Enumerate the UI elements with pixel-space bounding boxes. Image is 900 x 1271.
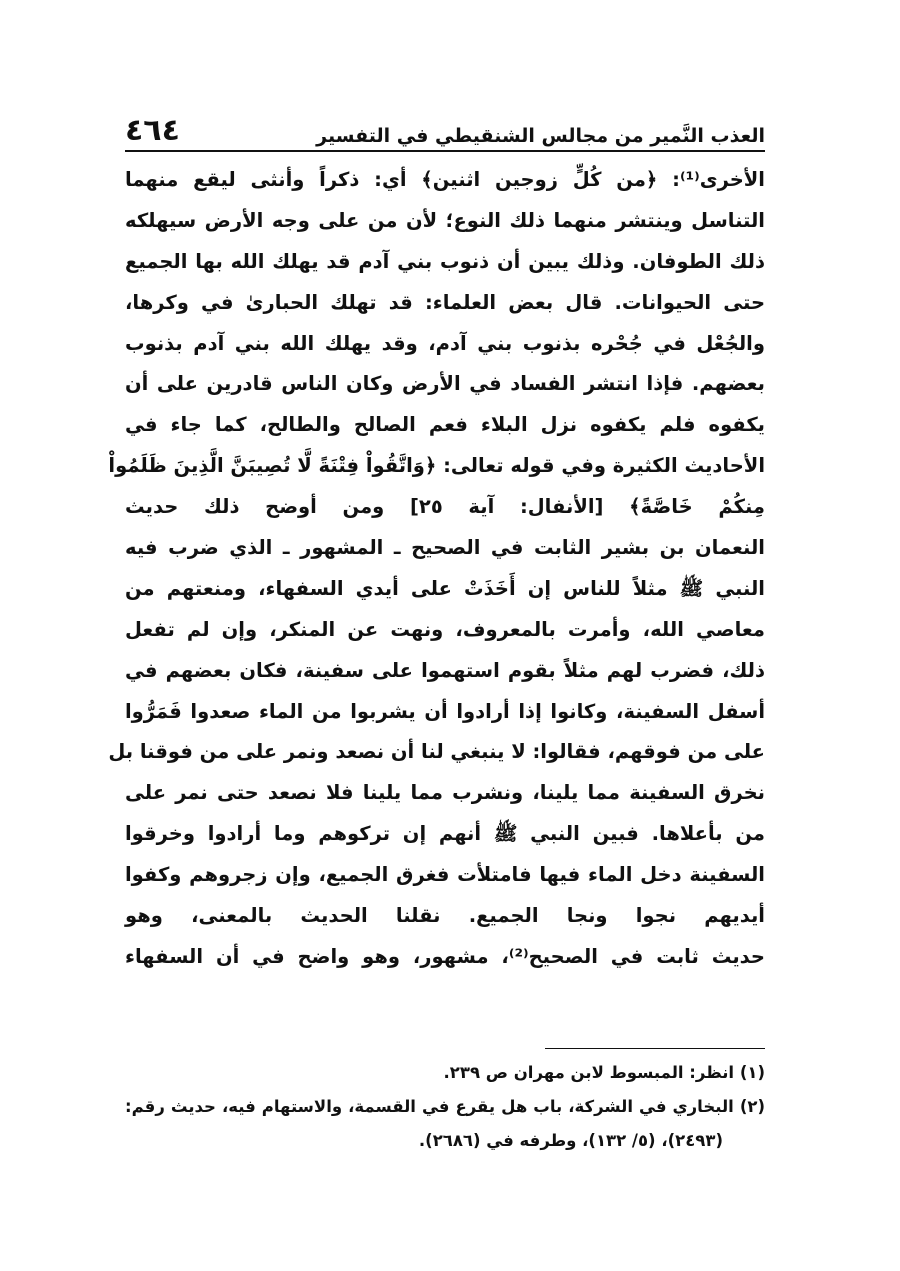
text-line: الأخرى⁽¹⁾: ﴿من كُلٍّ زوجين اثنين﴾ أي: ذكراً وأنثى ليقع منهما bbox=[125, 168, 765, 191]
text-line: على من فوقهم، فقالوا: لا ينبغي لنا أن نصعد ونمر على من فوقنا بل bbox=[108, 740, 765, 764]
text-line: نخرق السفينة مما يلينا، ونشرب مما يلينا فلا نصعد حتى نمر على bbox=[125, 781, 765, 805]
text-line: والجُعْل في جُحْره بذنوب بني آدم، وقد يهلك الله بني آدم بذنوب bbox=[125, 331, 765, 355]
page-header bbox=[125, 100, 765, 152]
text-line: أسفل السفينة، وكانوا إذا أرادوا أن يشربوا من الماء صعدوا فَمَرُّوا bbox=[125, 699, 765, 723]
text-line: معاصي الله، وأمرت بالمعروف، ونهت عن المنكر، وإن لم تفعل bbox=[125, 617, 765, 641]
text-line: التناسل وينتشر منهما ذلك النوع؛ لأن من على وجه الأرض سيهلكه bbox=[125, 208, 765, 232]
text-line: حديث ثابت في الصحيح⁽²⁾، مشهور، وهو واضح في أن السفهاء bbox=[125, 944, 765, 968]
text-line: ذلك، فضرب لهم مثلاً بقوم استهموا على سفينة، فكان بعضهم في bbox=[125, 658, 765, 682]
text-line: الأحاديث الكثيرة وفي قوله تعالى: ﴿وَاتَّقُواْ فِتْنَةً لَّا تُصِيبَنَّ الَّذِينَ ظَلَمُواْ bbox=[108, 454, 765, 478]
body-text bbox=[108, 160, 766, 978]
page-number: ٤٦٤ bbox=[125, 113, 180, 148]
running-title: العذب النَّمير من مجالس الشنقيطي في التفسير bbox=[316, 125, 765, 147]
footnote-1: (١) انظر: المبسوط لابن مهران ص ٢٣٩. bbox=[443, 1063, 765, 1082]
text-line: بعضهم. فإذا انتشر الفساد في الأرض وكان الناس قادرين على أن bbox=[125, 372, 765, 396]
text-line: ذلك الطوفان. وذلك يبين أن ذنوب بني آدم قد يهلك الله بها الجميع bbox=[125, 249, 765, 273]
text-line: مِنكُمْ خَاصَّةً﴾ [الأنفال: آية ٢٥] ومن أوضح ذلك حديث bbox=[125, 495, 766, 519]
footnote-separator bbox=[545, 1048, 765, 1049]
text-line: أيديهم نجوا ونجا الجميع. نقلنا الحديث بالمعنى، وهو bbox=[125, 904, 765, 928]
text-line: النعمان بن بشير الثابت في الصحيح ـ المشهور ـ الذي ضرب فيه bbox=[125, 536, 765, 560]
text-line: السفينة دخل الماء فيها فامتلأت فغرق الجميع، وإن زجروهم وكفوا bbox=[125, 863, 765, 887]
text-line: حتى الحيوانات. قال بعض العلماء: قد تهلك الحبارىٰ في وكرها، bbox=[125, 290, 765, 314]
text-line: يكفوه فلم يكفوه نزل البلاء فعم الصالح والطالح، كما جاء في bbox=[125, 413, 765, 437]
text-line: النبي ﷺ مثلاً للناس إن أَخَذَتْ على أيدي السفهاء، ومنعتهم من bbox=[125, 576, 765, 600]
footnote-2: (٢) البخاري في الشركة، باب هل يقرع في القسمة، والاستهام فيه، حديث رقم: bbox=[125, 1097, 765, 1116]
footnotes bbox=[125, 1056, 765, 1158]
footnote-2-continued: (٢٤٩٣)، (٥/ ١٣٢)، وطرفه في (٢٦٨٦). bbox=[418, 1131, 723, 1150]
page bbox=[108, 100, 766, 978]
text-line: من بأعلاها. فبين النبي ﷺ أنهم إن تركوهم وما أرادوا وخرقوا bbox=[125, 822, 765, 846]
